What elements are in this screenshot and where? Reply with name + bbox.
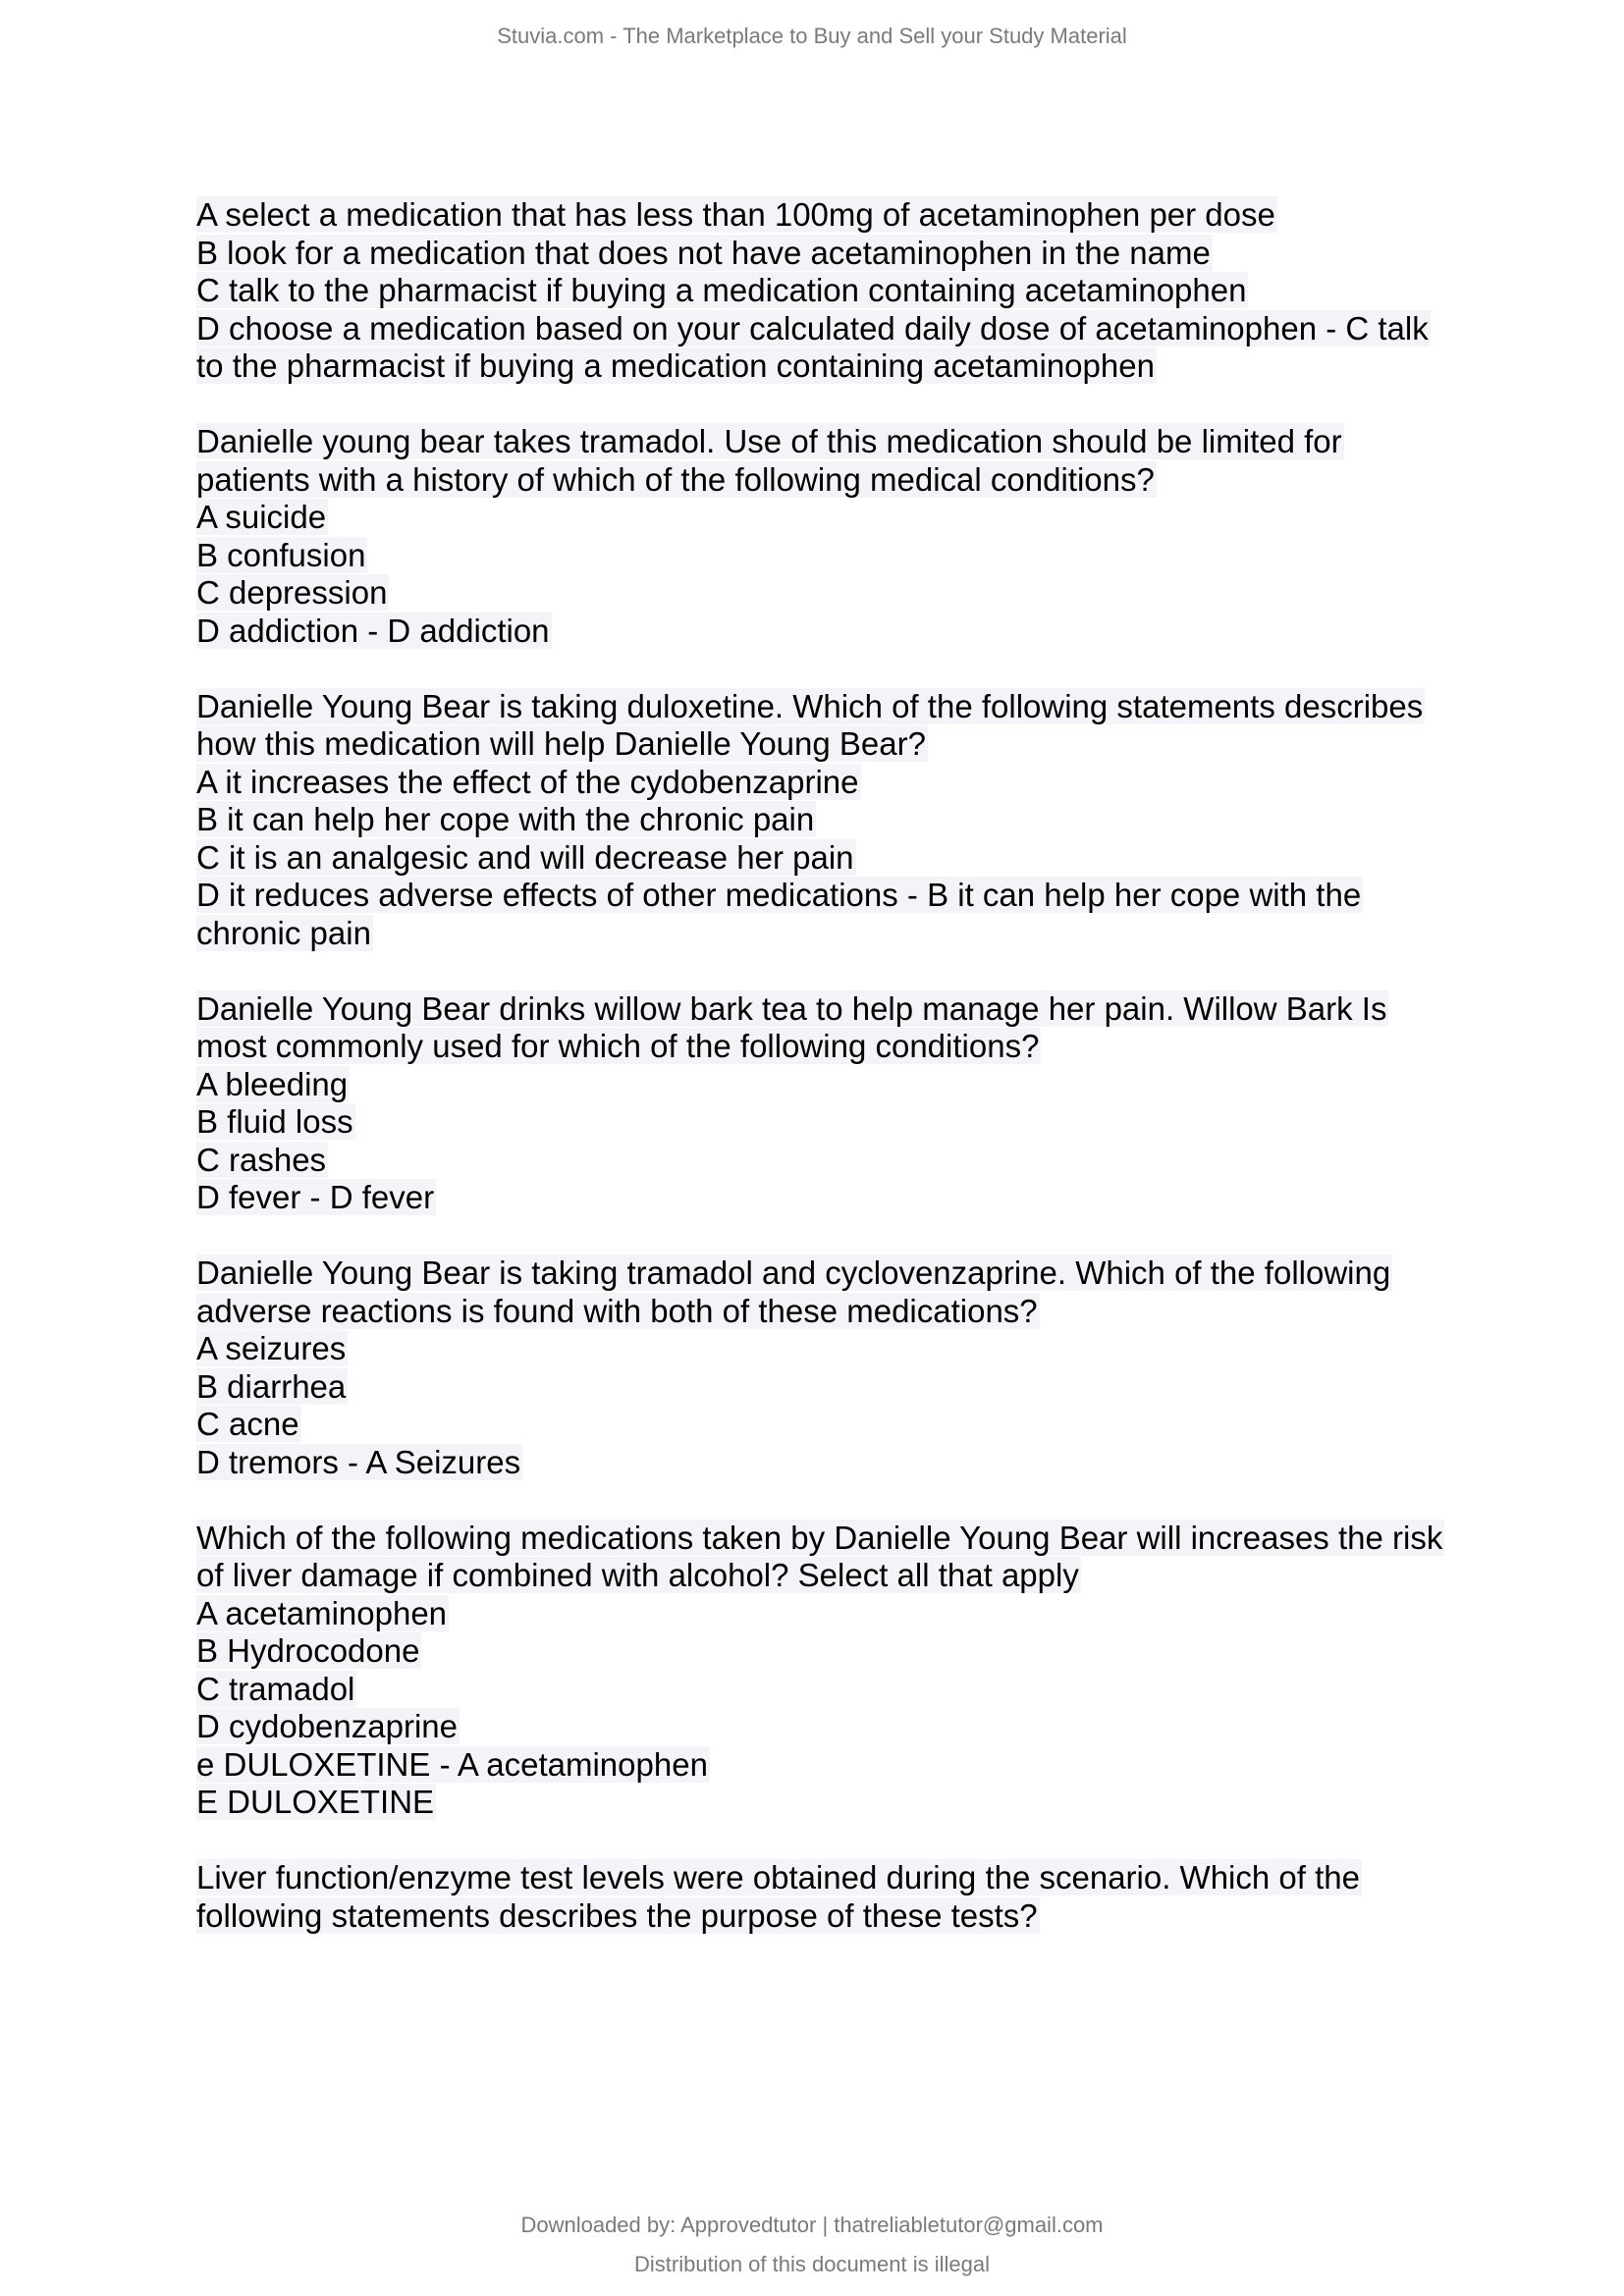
distribution-notice: Distribution of this document is illegal xyxy=(634,2252,990,2276)
qa-block xyxy=(196,196,1473,386)
watermark-header: Stuvia.com - The Marketplace to Buy and Sell your Study Material xyxy=(497,24,1127,48)
question-line: of liver damage if combined with alcohol? Select all that apply xyxy=(196,1557,1079,1593)
answer-line: D addiction - D addiction xyxy=(196,612,550,649)
text-line: to the pharmacist if buying a medication containing acetaminophen xyxy=(196,347,1155,384)
question-line: Danielle young bear takes tramadol. Use of this medication should be limited for xyxy=(196,423,1342,459)
qa-block xyxy=(196,423,1473,650)
question-line: adverse reactions is found with both of these medications? xyxy=(196,1292,1038,1329)
qa-block xyxy=(196,688,1473,953)
text-line: D choose a medication based on your calculated daily dose of acetaminophen - C talk xyxy=(196,309,1429,347)
option-line: A acetaminophen xyxy=(196,1594,448,1631)
question-line: following statements describes the purpose of these tests? xyxy=(196,1896,1038,1934)
download-attribution: Downloaded by: Approvedtutor | thatreliabletutor@gmail.com xyxy=(520,2213,1104,2237)
option-line: B diarrhea xyxy=(196,1367,347,1405)
question-line: how this medication will help Danielle Young Bear? xyxy=(196,725,926,762)
answer-line: E DULOXETINE xyxy=(196,1784,435,1820)
question-line: most commonly used for which of the following conditions? xyxy=(196,1028,1040,1064)
question-line: Danielle Young Bear is taking tramadol and cyclovenzaprine. Which of the following xyxy=(196,1255,1391,1291)
question-line: Which of the following medications taken by Danielle Young Bear will increases the risk xyxy=(196,1519,1443,1556)
option-line: D cydobenzaprine xyxy=(196,1708,458,1744)
option-line: C it is an analgesic and will decrease her pain xyxy=(196,838,854,876)
answer-line: D fever - D fever xyxy=(196,1179,435,1215)
option-line: B confusion xyxy=(196,536,366,573)
answer-line: D it reduces adverse effects of other medications - B it can help her cope with the xyxy=(196,877,1362,913)
option-line: A bleeding xyxy=(196,1065,349,1102)
answer-line: D tremors - A Seizures xyxy=(196,1443,521,1480)
qa-block xyxy=(196,990,1473,1217)
option-line: A it increases the effect of the cydobenzaprine xyxy=(196,763,859,800)
question-line: Danielle Young Bear drinks willow bark tea to help manage her pain. Willow Bark Is xyxy=(196,989,1387,1027)
text-line: B look for a medication that does not have acetaminophen in the name xyxy=(196,234,1211,271)
option-line: C acne xyxy=(196,1406,299,1442)
option-line: A suicide xyxy=(196,499,327,535)
option-line: A seizures xyxy=(196,1330,347,1366)
qa-block xyxy=(196,1520,1473,1822)
option-line: B fluid loss xyxy=(196,1103,353,1140)
answer-line: chronic pain xyxy=(196,914,371,951)
text-line: C talk to the pharmacist if buying a medication containing acetaminophen xyxy=(196,272,1247,308)
question-line: Danielle Young Bear is taking duloxetine. Which of the following statements describes xyxy=(196,687,1424,724)
option-line: B Hydrocodone xyxy=(196,1632,420,1669)
text-line: A select a medication that has less than 100mg of acetaminophen per dose xyxy=(196,196,1275,233)
question-line: patients with a history of which of the following medical conditions? xyxy=(196,460,1155,498)
question-line: Liver function/enzyme test levels were obtained during the scenario. Which of the xyxy=(196,1859,1360,1896)
document-body xyxy=(196,196,1473,1973)
answer-line: e DULOXETINE - A acetaminophen xyxy=(196,1745,708,1783)
option-line: C depression xyxy=(196,574,388,611)
option-line: C tramadol xyxy=(196,1670,355,1707)
option-line: B it can help her cope with the chronic pain xyxy=(196,801,815,837)
qa-block xyxy=(196,1859,1473,1935)
qa-block xyxy=(196,1255,1473,1481)
option-line: C rashes xyxy=(196,1141,327,1178)
